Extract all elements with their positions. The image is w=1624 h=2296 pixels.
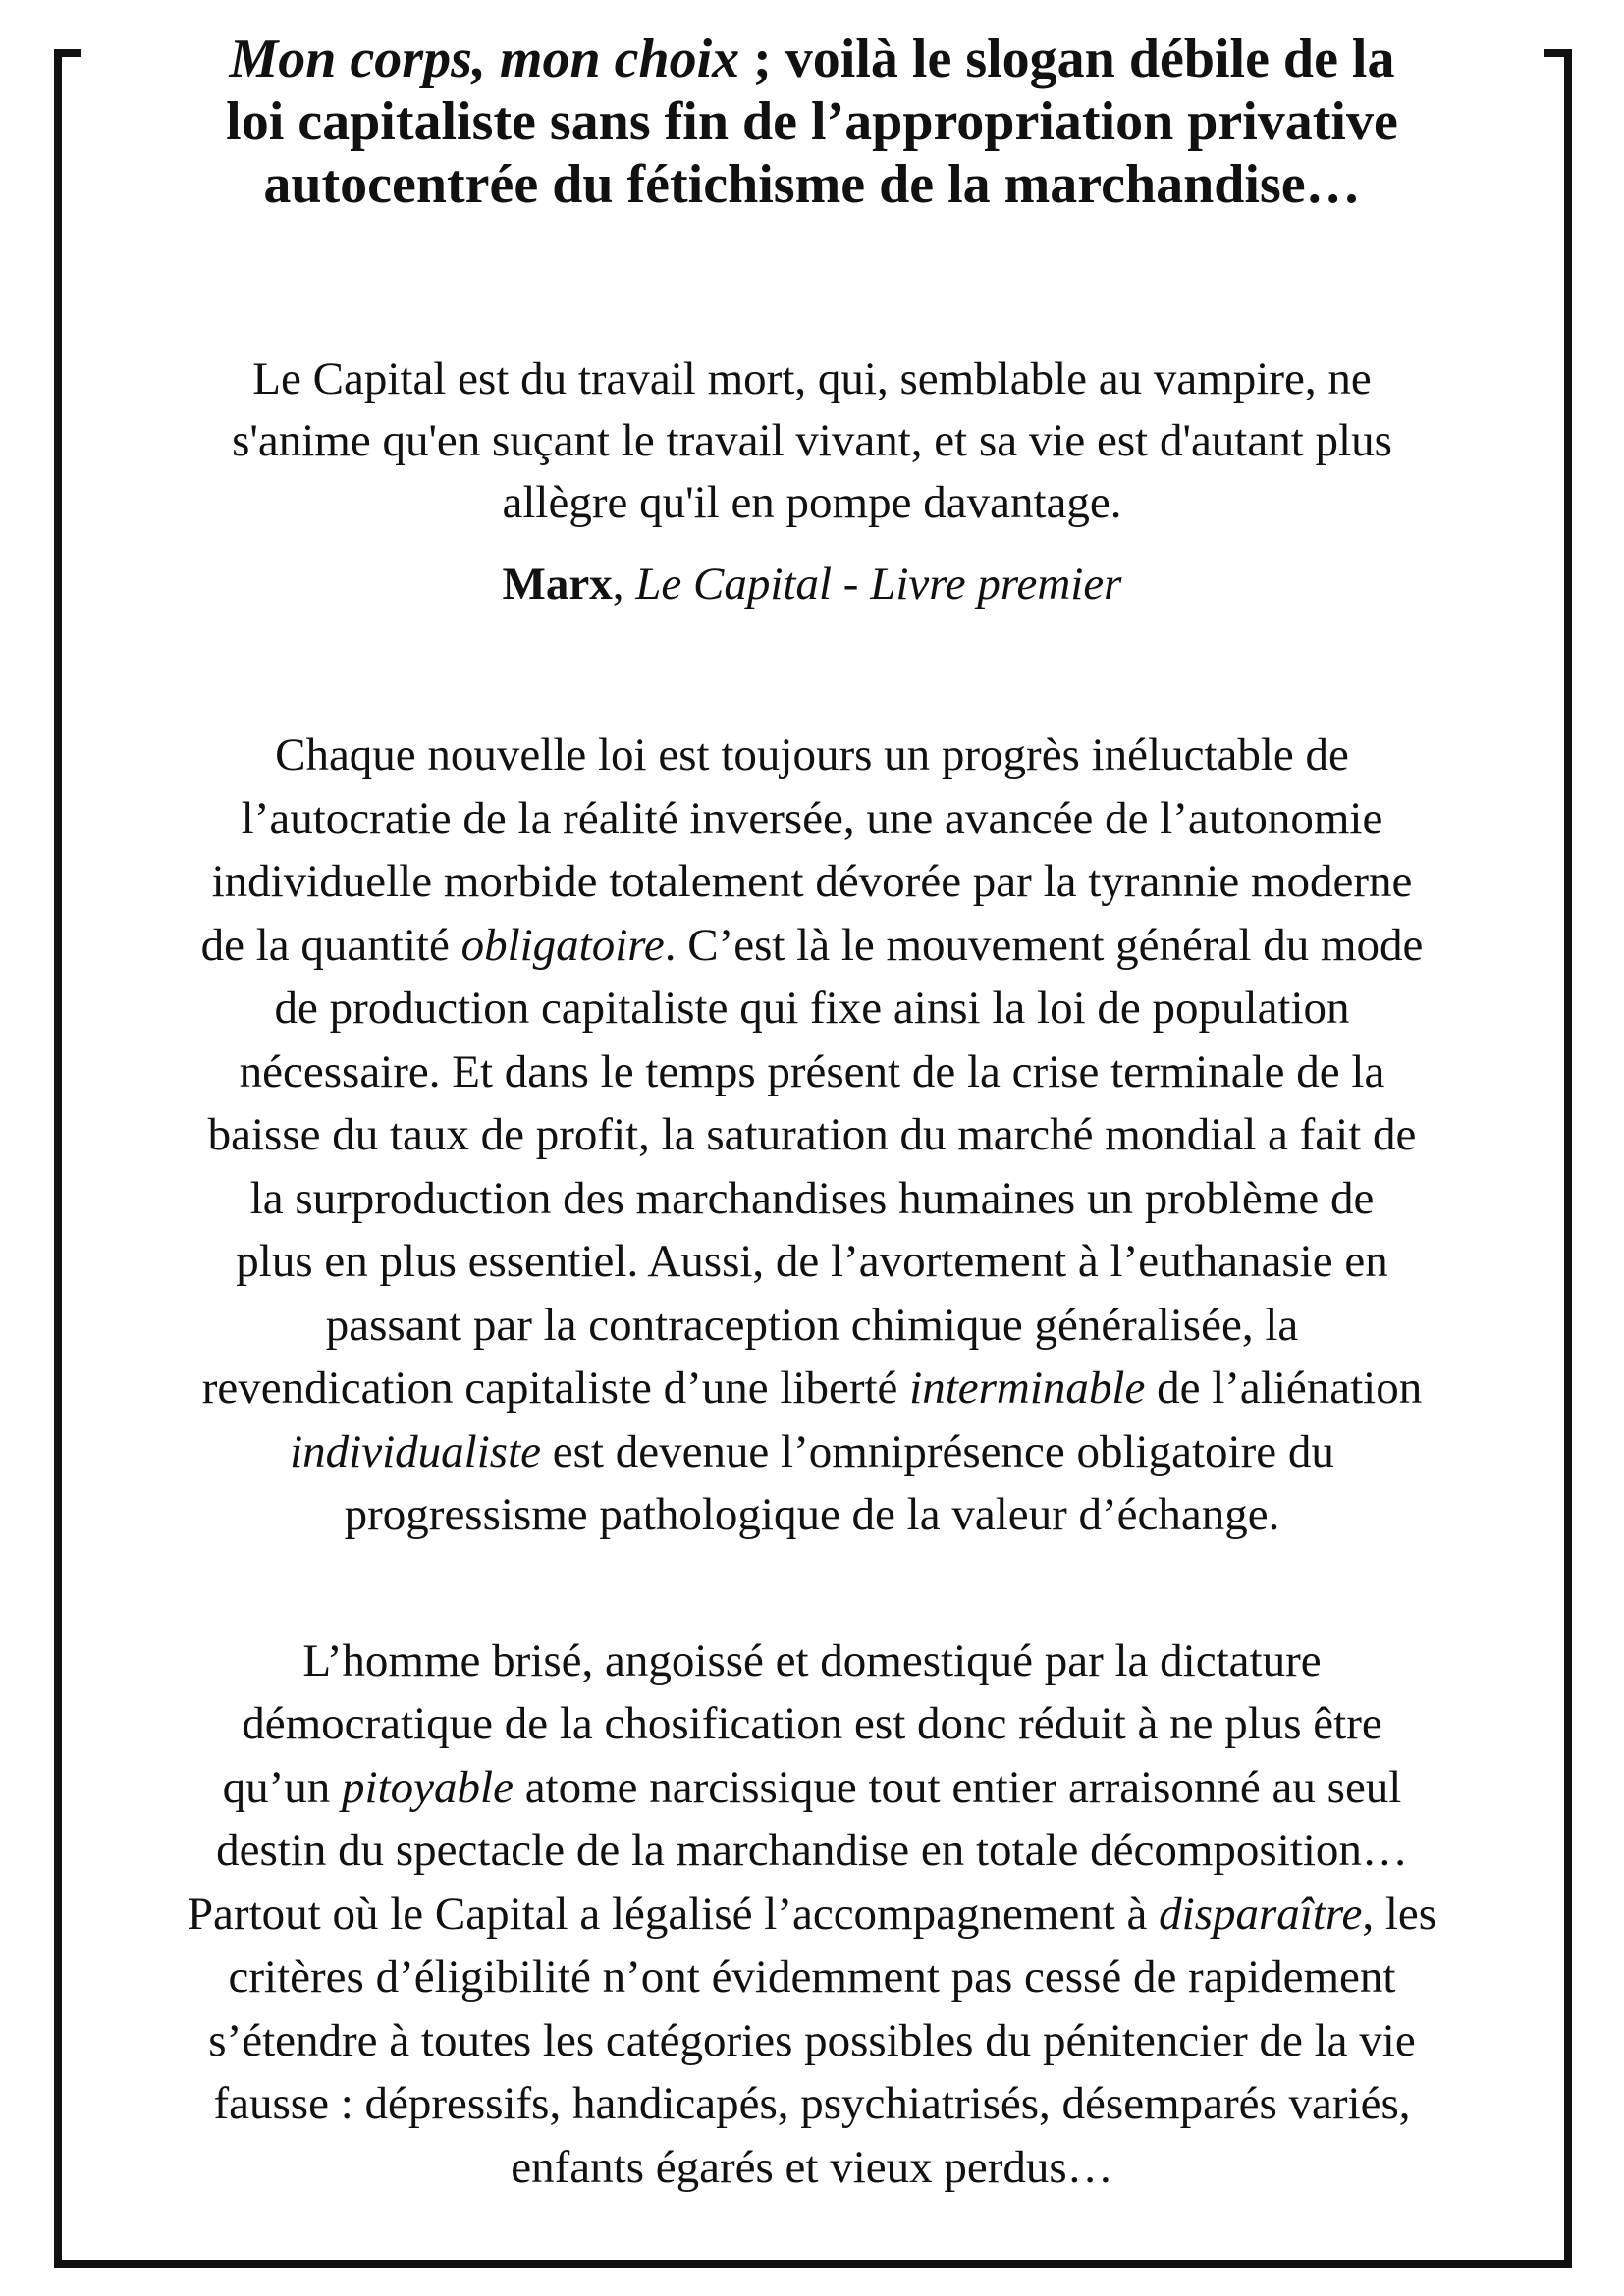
text-line: Chaque nouvelle loi est toujours un progrès inéluctable de <box>275 729 1349 780</box>
text-line: l’autocratie de la réalité inversée, une avancée de l’autonomie <box>241 792 1383 844</box>
text-line: nécessaire. Et dans le temps présent de la crise terminale de la <box>239 1045 1385 1097</box>
text-line: progressisme pathologique de la valeur d’échange. <box>344 1489 1280 1540</box>
epigraph-quote <box>79 348 1545 534</box>
epigraph-citation <box>79 554 1545 615</box>
text-line: individualiste est devenue l’omniprésence obligatoire du <box>290 1425 1334 1477</box>
text-line: démocratique de la chosification est donc réduit à ne plus être <box>242 1698 1382 1749</box>
quote-line: allègre qu'il en pompe davantage. <box>502 477 1122 528</box>
text-line: s’étendre à toutes les catégories possibles du pénitencier de la vie <box>208 2014 1416 2066</box>
text-line: la surproduction des marchandises humaines un problème de <box>249 1172 1375 1224</box>
text-line: passant par la contraception chimique généralisée, la <box>325 1299 1299 1351</box>
text-line: destin du spectacle de la marchandise en totale décomposition… <box>216 1825 1408 1876</box>
emphasis: obligatoire <box>460 919 665 971</box>
text-line: plus en plus essentiel. Aussi, de l’avortement à l’euthanasie en <box>236 1236 1388 1287</box>
frame-corner-right <box>1544 49 1564 57</box>
quote-line: s'anime qu'en suçant le travail vivant, et sa vie est d'autant plus <box>232 415 1392 466</box>
body-paragraph-1 <box>79 723 1545 1547</box>
title-line: loi capitaliste sans fin de l’appropriation privative <box>226 91 1398 152</box>
title-slogan: Mon corps, mon choix <box>229 28 740 89</box>
title-line: autocentrée du fétichisme de la marchandise… <box>263 154 1361 215</box>
page-title <box>79 27 1545 216</box>
emphasis: disparaître <box>1159 1888 1363 1940</box>
text-line: individuelle morbide totalement dévorée par la tyrannie moderne <box>211 856 1413 907</box>
text-line: revendication capitaliste d’une liberté interminable de l’aliénation <box>201 1362 1423 1414</box>
quote-line: Le Capital est du travail mort, qui, semblable au vampire, ne <box>252 353 1372 404</box>
text-line: critères d’éligibilité n’ont évidemment pas cessé de rapidement <box>228 1951 1396 2002</box>
text-line: Partout où le Capital a légalisé l’accompagnement à disparaître, les <box>187 1888 1437 1940</box>
page-content <box>79 27 1545 2199</box>
text-line: L’homme brisé, angoissé et domestiqué par la dictature <box>302 1634 1322 1686</box>
emphasis: individualiste <box>290 1425 541 1477</box>
text-line: qu’un pitoyable atome narcissique tout entier arraisonné au seul <box>222 1761 1402 1813</box>
emphasis: interminable <box>909 1362 1146 1414</box>
text-line: de production capitaliste qui fixe ainsi la loi de population <box>274 983 1350 1034</box>
epigraph <box>79 348 1545 615</box>
citation-author: Marx <box>502 559 613 610</box>
body-paragraph-2 <box>79 1629 1545 2200</box>
text-line: de la quantité obligatoire. C’est là le mouvement général du mode <box>200 919 1424 971</box>
text-line: fausse : dépressifs, handicapés, psychiatrisés, désemparés variés, <box>213 2078 1411 2129</box>
text-line: baisse du taux de profit, la saturation du marché mondial a fait de <box>207 1109 1417 1160</box>
text-line: enfants égarés et vieux perdus… <box>511 2141 1113 2193</box>
title-line: Mon corps, mon choix ; voilà le slogan débile de la <box>229 28 1395 89</box>
emphasis: pitoyable <box>342 1761 514 1813</box>
citation-separator: , <box>612 559 636 610</box>
citation-work: Le Capital - Livre premier <box>635 559 1122 610</box>
